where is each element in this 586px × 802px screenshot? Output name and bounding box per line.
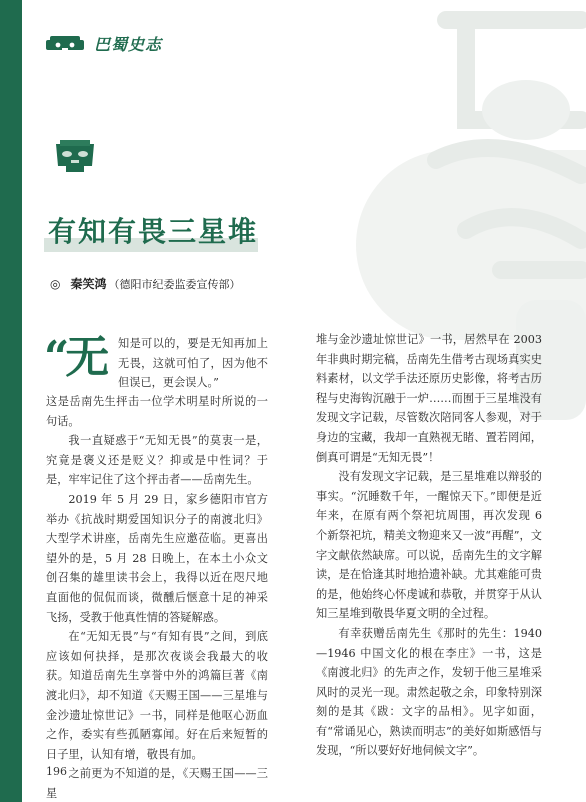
paragraph-6: 没有发现文字记载，是三星堆难以辩驳的事实。“沉睡数千年，一醒惊天下。”即便是近年来，在原有两个祭祀坑周围，再次发现 6 个新祭祀坑，精美文物迎来又一波“再醒”，文字文献依然缺席。可以说，岳南先生的文字解读，是在恰逢其时地拾遗补缺。尤其难能可贵的是，他始终心怀虔诚和恭敬，并贯穿于从认知三星堆到敬畏华夏文明的全过程。 xyxy=(316,470,542,621)
paragraph-1-tail: 这是岳南先生抨击一位学术明星时所说的一句话。 xyxy=(46,395,268,428)
drop-cap: “无 xyxy=(44,332,106,383)
article-title: 有知有畏三星堆 xyxy=(48,215,259,248)
paragraph-5-start: 之前更为不知道的是，《天赐王国——三星 xyxy=(46,767,268,800)
page-number: 196 xyxy=(46,765,67,778)
journal-logo xyxy=(44,32,162,55)
paragraph-5-continued: 堆与金沙遗址惊世记》一书，居然早在 2003 年非典时期完稿，岳南先生借考古现场真实史料素材，以文学手法还原历史影像，将考古历程与史海钩沉融于一炉……而囿于三星堆没有发现文字记载，尽管数次陪同客人参观，对于身边的宝藏，我却一直熟视无睹、置若罔闻，倒真可谓是“无知无畏”！ xyxy=(316,333,542,464)
bronze-mask-icon xyxy=(52,140,98,172)
left-color-band xyxy=(0,0,22,802)
bronze-head-logo-icon xyxy=(44,34,86,54)
author-name: 秦笑鸿 xyxy=(70,277,107,291)
opening-paragraph xyxy=(46,334,268,392)
paragraph-4: 在“无知无畏”与“有知有畏”之间，到底应该如何抉择，是那次夜谈会我最大的收获。知道岳南先生享誉中外的鸿篇巨著《南渡北归》，却不知道《天赐王国——三星堆与金沙遗址惊世记》一书，同样是他呕心沥血之作，委实有些孤陋寡闻。好在后来短暂的日子里，认知有增，敬畏有加。 xyxy=(46,630,268,761)
paragraph-7: 有幸获赠岳南先生《那时的先生：1940—1946 中国文化的根在李庄》一书，这是《南渡北归》的先声之作，发轫于他三星堆采风时的灵光一现。肃然起敬之余，印象特别深刻的是其《跋：文字的品相》。见字如面，有“常诵见心，熟读而明志”的美好如斯感悟与发现，“所以要好好地伺候文字”。 xyxy=(316,626,542,758)
paragraph-2: 我一直疑惑于“无知无畏”的莫衷一是，究竟是褒义还是贬义？抑或是中性词？于是，牢牢记住了这个抨击者——岳南先生。 xyxy=(46,434,268,487)
title-block xyxy=(44,208,262,252)
byline-bullet-icon: ◎ xyxy=(50,277,61,291)
article-column-left xyxy=(46,334,268,802)
article-column-right xyxy=(316,330,542,761)
paragraph-3: 2019 年 5 月 29 日，家乡德阳市官方举办《抗战时期爱国知识分子的南渡北归》大型学术讲座，岳南先生应邀莅临。更喜出望外的是，5 月 28 日晚上，在本土小众文创召集的雄里读书会上，我得以近在咫尺地直面他的侃侃而谈，微醺后惬意十足的神采飞扬，受教于他真性情的答疑解惑。 xyxy=(46,492,268,624)
byline xyxy=(50,275,241,292)
journal-name: 巴蜀史志 xyxy=(94,35,163,54)
author-affiliation: （德阳市纪委监委宣传部） xyxy=(108,278,241,291)
opening-lines: 知是可以的，要是无知再加上无畏，这就可怕了，因为他不但误已，更会误人。” xyxy=(118,337,268,390)
